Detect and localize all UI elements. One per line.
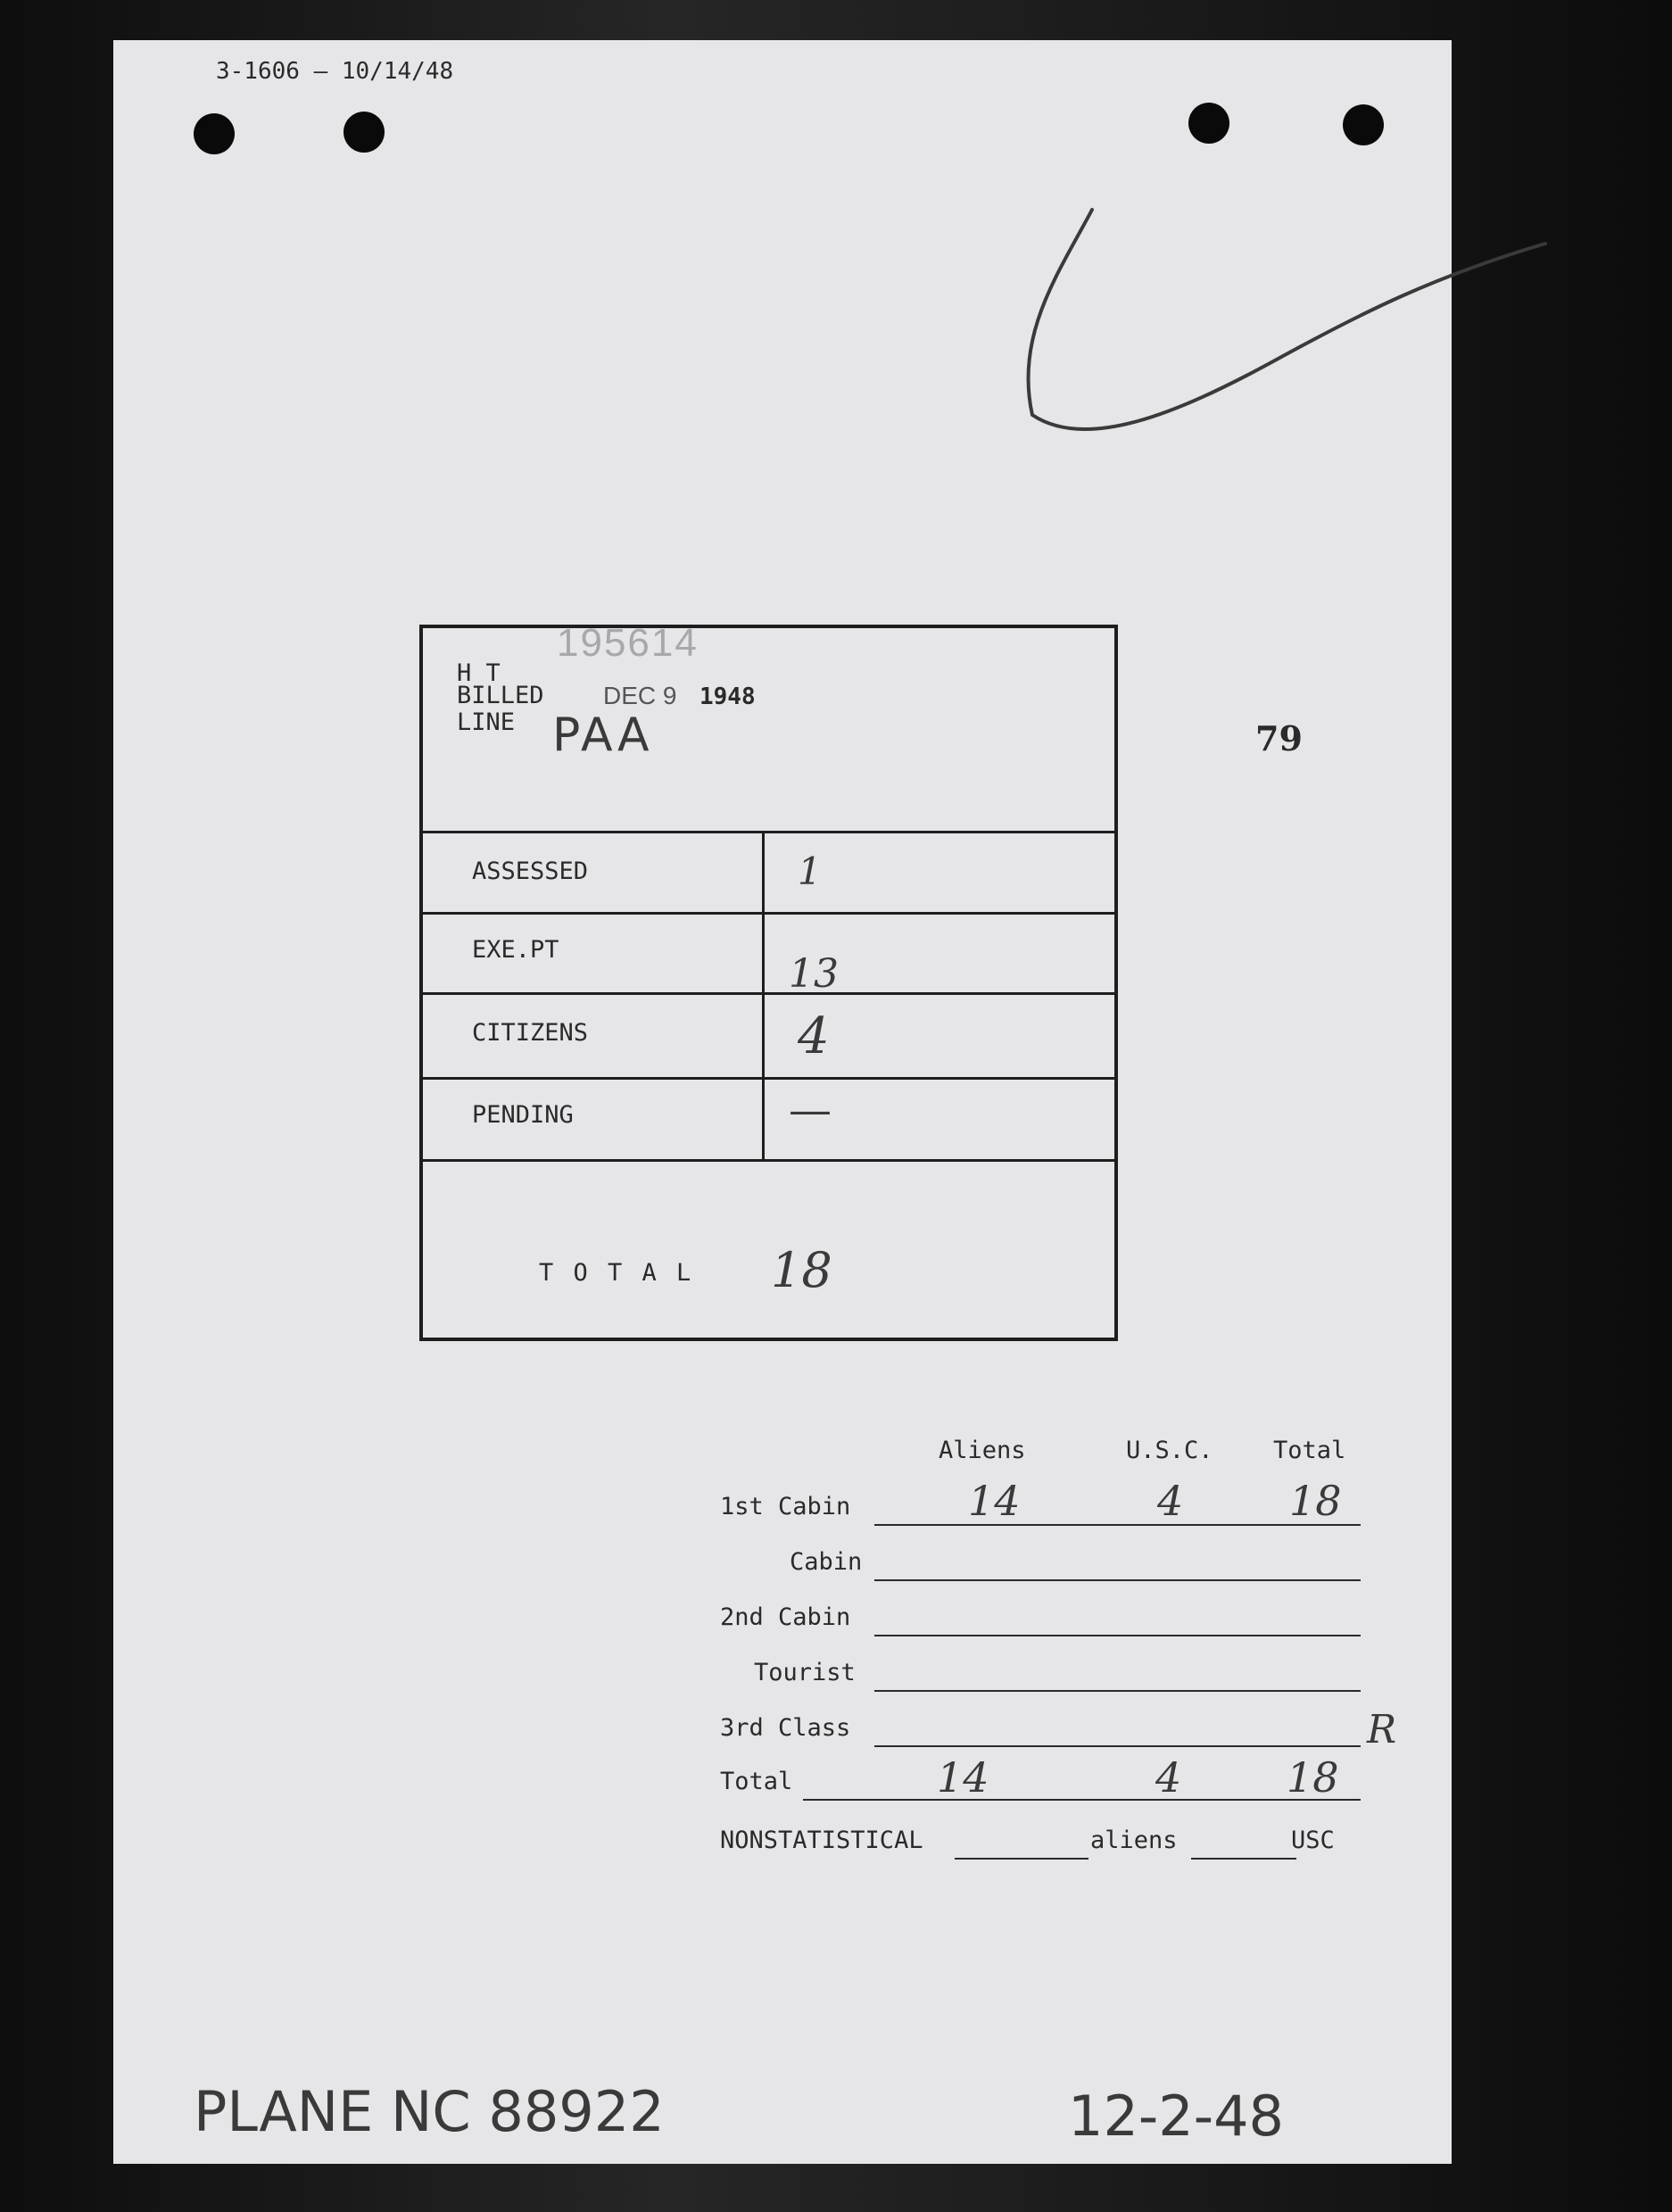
check-mark-icon	[1006, 201, 1559, 486]
divider	[423, 1077, 1114, 1080]
column-divider	[762, 831, 765, 1159]
aliens-value: 14	[968, 1477, 1021, 1525]
column-header: Aliens	[939, 1437, 1026, 1464]
usc-value: 4	[1157, 1477, 1184, 1525]
document-page	[113, 40, 1452, 2164]
plane-note: PLANE NC 88922	[194, 2079, 665, 2144]
punch-hole	[1343, 104, 1384, 145]
stamp-line-line: LINE	[457, 708, 516, 736]
row-label: Total	[720, 1768, 793, 1795]
row-label: Cabin	[790, 1548, 863, 1576]
entry-line	[874, 1579, 1361, 1581]
total-value: 18	[771, 1242, 832, 1298]
stamp-date: DEC 9	[603, 682, 677, 709]
tally-box	[419, 621, 1118, 1341]
date-note: 12-2-48	[1068, 2084, 1284, 2149]
page-number: 79	[1255, 718, 1303, 758]
divider	[423, 992, 1114, 995]
punch-hole	[194, 113, 235, 154]
aliens-value: 14	[937, 1753, 989, 1802]
entry-line	[1191, 1858, 1296, 1860]
punch-hole	[1188, 103, 1229, 144]
nonstat-label: NONSTATISTICAL	[720, 1827, 923, 1854]
tally-value: 13	[789, 951, 839, 997]
column-header: Total	[1273, 1437, 1346, 1464]
tally-value: 1	[798, 849, 822, 893]
tally-label: EXE.PT	[472, 936, 559, 964]
stamp-number: 195614	[557, 621, 699, 665]
entry-line	[955, 1858, 1088, 1860]
entry-line	[874, 1524, 1361, 1526]
tally-label: CITIZENS	[472, 1019, 589, 1047]
line-value: PAA	[552, 708, 653, 762]
divider	[423, 831, 1114, 833]
nonstat-usc-label: USC	[1291, 1827, 1335, 1854]
tally-value: —	[789, 1085, 832, 1135]
column-header: U.S.C.	[1126, 1437, 1213, 1464]
stamp-year: 1948	[699, 683, 756, 710]
file-reference: 3-1606 — 10/14/48	[216, 58, 454, 85]
total-value: 18	[1289, 1477, 1342, 1525]
row-label: 2nd Cabin	[720, 1603, 851, 1631]
divider	[423, 1159, 1114, 1162]
stamp-line-ht: H T	[457, 659, 501, 687]
nonstat-aliens-label: aliens	[1090, 1827, 1178, 1854]
punch-hole	[344, 112, 385, 153]
total-value: 18	[1287, 1753, 1339, 1802]
row-label: 3rd Class	[720, 1714, 851, 1742]
stamp-line-billed: BILLED	[457, 682, 544, 709]
total-label: T O T A L	[539, 1259, 694, 1287]
tally-label: ASSESSED	[472, 857, 589, 885]
entry-line	[874, 1690, 1361, 1692]
margin-mark: R	[1367, 1707, 1397, 1752]
entry-line	[803, 1799, 1361, 1801]
entry-line	[874, 1635, 1361, 1636]
tally-value: 4	[798, 1007, 830, 1065]
entry-line	[874, 1745, 1361, 1747]
usc-value: 4	[1155, 1753, 1182, 1802]
row-label: Tourist	[754, 1659, 856, 1686]
row-label: 1st Cabin	[720, 1493, 851, 1520]
divider	[423, 912, 1114, 915]
tally-label: PENDING	[472, 1101, 574, 1129]
